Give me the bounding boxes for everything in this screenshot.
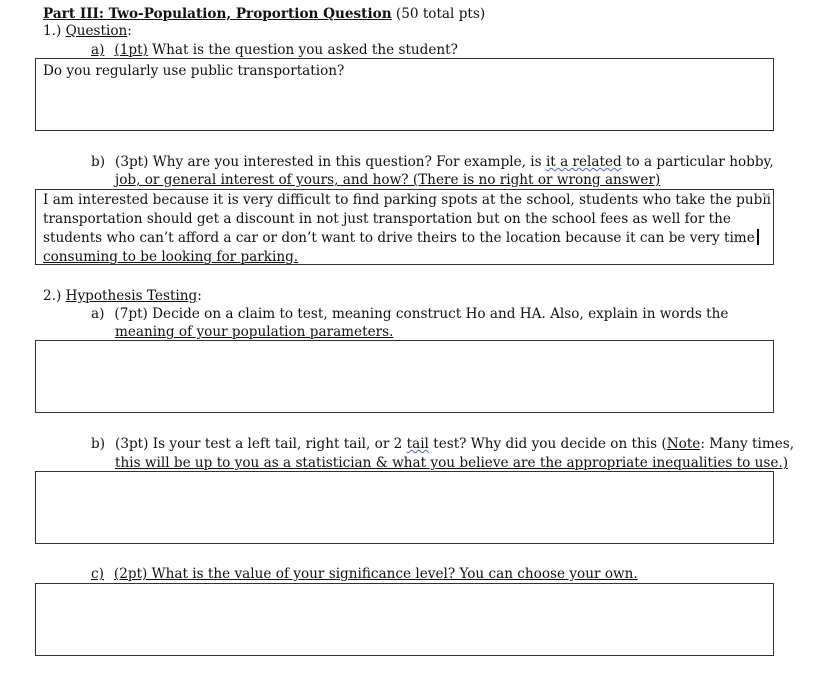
section-1-title: Question (65, 23, 128, 39)
question-2b-text-pre: (3pt) Is your test a left tail, right tail, or 2 (115, 436, 407, 452)
dropdown-arrow-icon[interactable] (762, 194, 770, 199)
question-2b-line-2: this will be up to you as a statistician & what you believe are the appropriate inequalities to use.) (115, 455, 789, 471)
question-1b-line-2: job, or general interest of yours, and how? (There is no right or wrong answer) (115, 172, 661, 188)
question-2c-marker: c) (91, 566, 104, 582)
answer-1b-line-2: transportation should get a discount in not just transportation but on the school fees as well for the (43, 211, 731, 227)
answer-1b-line-4: consuming to be looking for parking. (43, 249, 299, 265)
question-1b-line-1 (91, 154, 774, 171)
question-2a-text: (7pt) Decide on a claim to test, meaning construct Ho and HA. Also, explain in words the (114, 306, 729, 322)
question-2b-marker: b) (91, 436, 106, 452)
answer-1b-line-3: students who can’t afford a car or don’t want to drive theirs to the location because it can be very time (43, 230, 755, 246)
section-2-number: 2.) (43, 288, 66, 304)
question-1a-points: (1pt) (114, 42, 148, 58)
question-2b-text-end: : Many times, (700, 436, 795, 452)
answer-box-2a[interactable] (35, 340, 774, 413)
section-1-colon: : (127, 23, 132, 39)
question-1a-text: What is the question you asked the student? (147, 42, 458, 58)
answer-1a-text: Do you regularly use public transportation? (43, 63, 345, 79)
question-1b-squiggle: it a related (545, 154, 622, 170)
part-points: (50 total pts) (391, 6, 486, 22)
answer-1b-line-3-wrap (43, 229, 759, 248)
answer-1b-line-1: I am interested because it is very difficult to find parking spots at the school, students who take the publi (43, 192, 772, 208)
question-2a-marker: a) (91, 306, 105, 322)
section-2-heading (43, 288, 202, 305)
section-1-heading (43, 23, 132, 40)
answer-box-2c[interactable] (35, 583, 774, 656)
section-2-title: Hypothesis Testing (65, 288, 198, 304)
question-1a (91, 42, 458, 59)
answer-box-2b[interactable] (35, 471, 774, 544)
question-2a-line-1 (91, 306, 728, 323)
question-2b-note: Note (666, 436, 701, 452)
question-2a-line-2: meaning of your population parameters. (115, 324, 394, 340)
text-cursor (757, 229, 759, 245)
section-2-colon: : (197, 288, 202, 304)
question-1a-marker: a) (91, 42, 105, 58)
answer-box-1b[interactable] (35, 189, 774, 265)
part-heading (43, 6, 485, 23)
question-1b-marker: b) (91, 154, 106, 170)
part-title: Part III: Two-Population, Proportion Question (43, 6, 392, 22)
question-1b-text-pre: (3pt) Why are you interested in this question? For example, is (115, 154, 546, 170)
question-2b-squiggle: tail (406, 436, 429, 452)
question-2c (91, 566, 638, 583)
question-2c-text: (2pt) What is the value of your significance level? You can choose your own. (113, 566, 638, 582)
question-2b-text-post: test? Why did you decide on this ( (428, 436, 667, 452)
question-1b-text-post: to a particular hobby, (621, 154, 774, 170)
section-1-number: 1.) (43, 23, 66, 39)
answer-box-1a[interactable] (35, 58, 774, 131)
question-2b-line-1 (91, 436, 794, 453)
